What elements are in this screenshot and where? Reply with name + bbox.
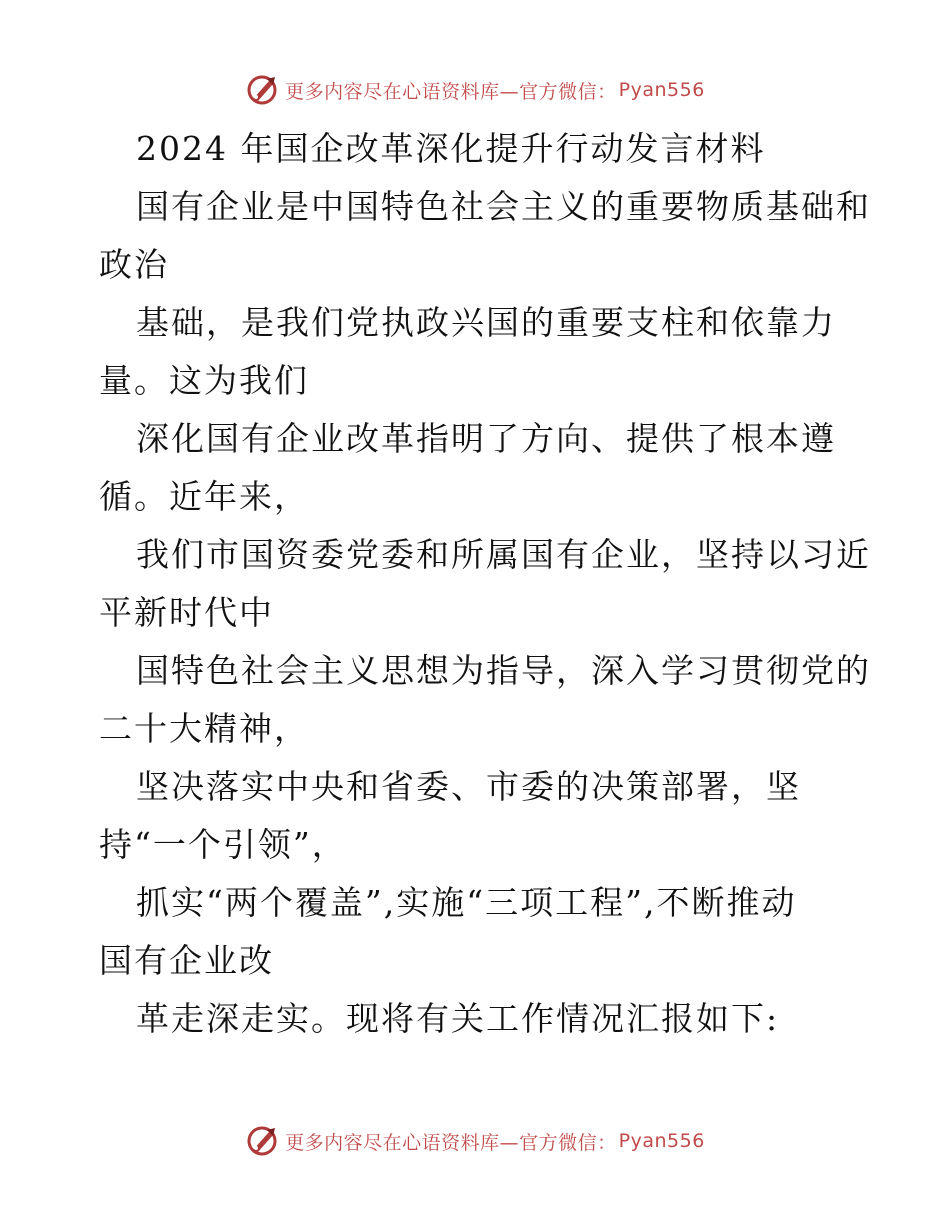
document-line: 抓实“两个覆盖”,实施“三项工程”,不断推动 bbox=[136, 883, 797, 922]
document-line: 循。近年来， bbox=[99, 477, 309, 516]
watermark-id: Pyan556 bbox=[618, 1130, 705, 1152]
document-line: 基础，是我们党执政兴国的重要支柱和依靠力 bbox=[136, 303, 836, 342]
document-line: 持“一个引领”， bbox=[99, 825, 347, 864]
document-line: 国有企业改 bbox=[99, 941, 274, 980]
watermark-text: 更多内容尽在心语资料库—官方微信： bbox=[285, 1131, 617, 1154]
document-line: 坚决落实中央和省委、市委的决策部署，坚 bbox=[136, 767, 801, 806]
document-body bbox=[99, 120, 871, 1048]
document-line: 我们市国资委党委和所属国有企业，坚持以习近 bbox=[136, 535, 871, 574]
header-watermark bbox=[0, 73, 950, 107]
document-line: 革走深走实。现将有关工作情况汇报如下: bbox=[136, 999, 780, 1038]
document-line: 国特色社会主义思想为指导，深入学习贯彻党的 bbox=[136, 651, 871, 690]
footer-watermark bbox=[0, 1124, 950, 1158]
document-line: 量。这为我们 bbox=[99, 361, 309, 400]
document-line: 2024 年国企改革深化提升行动发言材料 bbox=[136, 129, 766, 168]
document-line: 深化国有企业改革指明了方向、提供了根本遵 bbox=[136, 419, 836, 458]
watermark-text: 更多内容尽在心语资料库—官方微信： bbox=[285, 80, 617, 103]
document-line: 政治 bbox=[99, 245, 169, 284]
watermark-id: Pyan556 bbox=[618, 79, 705, 101]
pen-seal-logo-icon bbox=[245, 73, 281, 107]
document-line: 国有企业是中国特色社会主义的重要物质基础和 bbox=[136, 187, 871, 226]
document-line: 平新时代中 bbox=[99, 593, 274, 632]
document-line: 二十大精神， bbox=[99, 709, 309, 748]
pen-seal-logo-icon bbox=[245, 1124, 281, 1158]
